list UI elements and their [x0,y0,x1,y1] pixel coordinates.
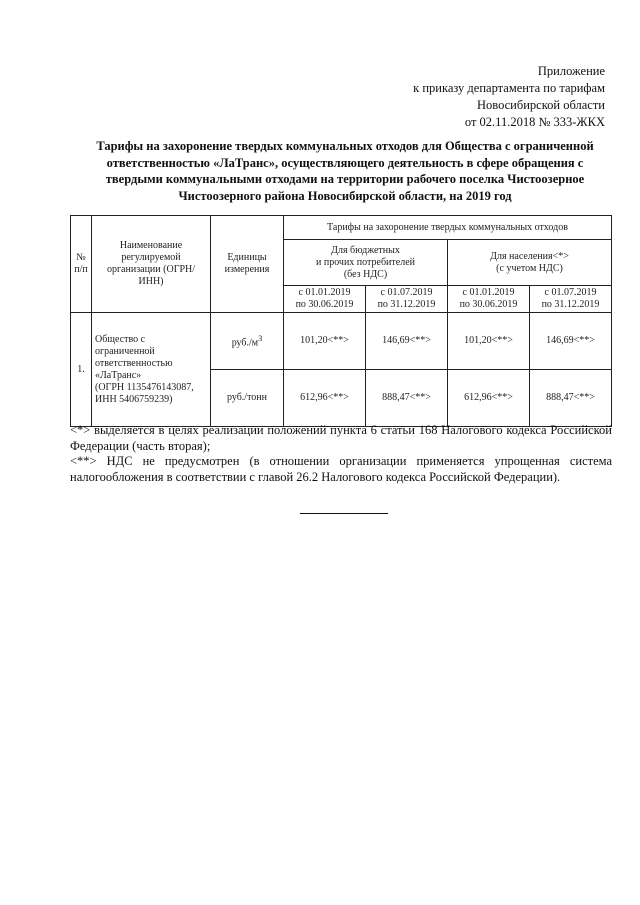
period-to: по 31.12.2019 [541,299,600,310]
appendix-line: к приказу департамента по тарифам [413,81,605,95]
header-num: № п/п [71,216,92,313]
period-to: по 31.12.2019 [377,299,436,310]
appendix-line: Новосибирской области [476,98,605,112]
period-to: по 30.06.2019 [295,299,354,310]
tariff-value: 888,47<**> [366,370,448,427]
document-title: Тарифы на захоронение твердых коммунальных отходов для Общества с ограниченной ответственностью «ЛаТранс», осуществляющего деятельность в сфере обращения с твердыми коммунальными отходами на территории рабочего поселка Чистоозерное Чистоозерного района Новосибирской области, на 2019 год [96,139,594,203]
appendix-line: Приложение [537,64,605,78]
footnote: <*> выделяется в целях реализации положений пункта 6 статьи 168 Налогового кодекса Российской Федерации (часть вторая); [70,423,612,453]
org-line: ответственностью [95,357,173,369]
footnotes [70,423,612,485]
unit-cell-mass: руб./тонн [211,370,284,427]
org-line: Общество с [95,333,146,345]
header-tariffs: Тарифы на захоронение твердых коммунальных отходов [284,216,612,240]
period-from: с 01.07.2019 [380,287,433,298]
period-to: по 30.06.2019 [459,299,518,310]
header-group-line: и прочих потребителей [315,256,415,268]
tariff-value: 146,69<**> [530,313,612,370]
tariff-value: 612,96<**> [448,370,530,427]
header-group-line: (с учетом НДС) [496,262,563,274]
organization-cell [92,313,211,427]
period-from: с 01.01.2019 [298,287,351,298]
period-from: с 01.01.2019 [462,287,515,298]
org-line: (ОГРН 1135476143087, [95,381,194,393]
header-group-line: Для бюджетных [331,244,400,256]
closing-rule [300,513,388,514]
unit-label: руб./м [231,337,259,349]
tariff-value: 146,69<**> [366,313,448,370]
org-line: ИНН 5406759239) [95,393,173,405]
header-group-line: Для населения<*> [490,250,569,262]
period-from: с 01.07.2019 [544,287,597,298]
org-line: ограниченной [95,345,155,357]
unit-cell-volume [211,313,284,370]
header-group-budget [284,240,448,286]
header-group-population [448,240,612,286]
header-group-line: (без НДС) [343,268,388,280]
tariff-value: 612,96<**> [284,370,366,427]
header-period [530,286,612,313]
tariff-value: 101,20<**> [448,313,530,370]
footnote: <**> НДС не предусмотрен (в отношении организации применяется упрощенная система налогообложения в соответствии с главой 26.2 Налогового кодекса Российской Федерации). [70,454,612,484]
header-organization: Наименование регулируемой организации (ОГРН/ИНН) [92,216,211,313]
unit-superscript: 3 [258,333,263,343]
tariff-table [70,215,612,427]
header-period [366,286,448,313]
appendix-header [413,63,605,131]
header-period [448,286,530,313]
header-units: Единицы измерения [211,216,284,313]
row-number: 1. [71,313,92,427]
tariff-value: 888,47<**> [530,370,612,427]
org-line: «ЛаТранс» [95,369,142,381]
appendix-line: от 02.11.2018 № 333-ЖКХ [464,115,605,129]
tariff-value: 101,20<**> [284,313,366,370]
header-period [284,286,366,313]
